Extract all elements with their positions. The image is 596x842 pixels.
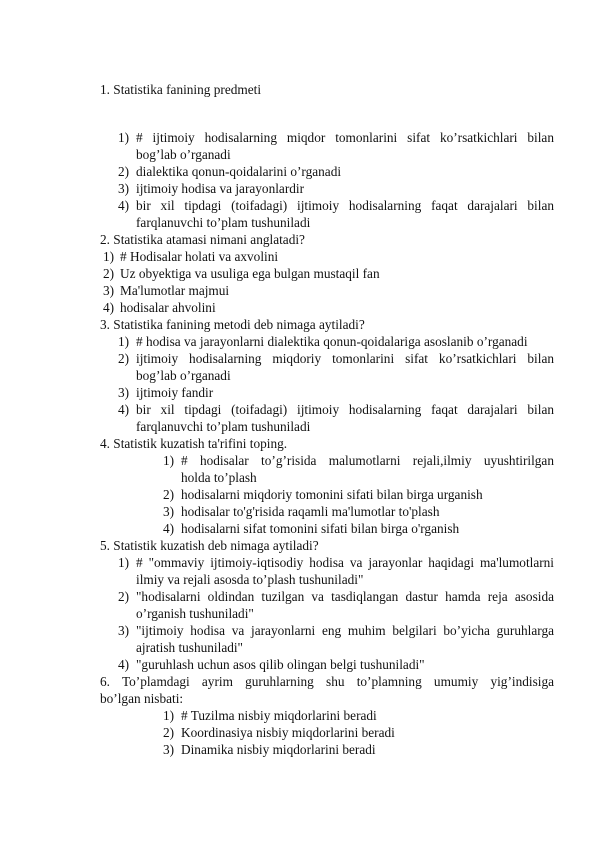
q3-option-4-number: 4) xyxy=(118,402,130,417)
q3-option-4-text-cont: farqlanuvchi to’plam tushuniladi xyxy=(136,419,311,434)
q4-option-1-number: 1) xyxy=(163,453,175,468)
q6-option-2-text: Koordinasiya nisbiy miqdorlarini beradi xyxy=(181,725,395,740)
q3-option-2-number: 2) xyxy=(118,351,130,366)
q5-option-2-text-cont: o’rganish tushuniladi" xyxy=(136,606,254,621)
q2-option-3-text: Ma'lumotlar majmui xyxy=(120,283,230,298)
question-2-title: 2. Statistika atamasi nimani anglatadi? xyxy=(100,232,305,247)
q2-option-4-text: hodisalar ahvolini xyxy=(120,300,216,315)
q1-option-4-number: 4) xyxy=(118,198,130,213)
q4-option-4-number: 4) xyxy=(163,521,175,536)
q2-option-1-text: # Hodisalar holati va axvolini xyxy=(120,249,279,264)
q3-option-2-text: ijtimoiy hodisalarning miqdoriy tomonlarini sifat ko’rsatkichlari bilan xyxy=(136,351,554,366)
q3-option-1-text: # hodisa va jarayonlarni dialektika qonun-qoidalariga asoslanib o’rganadi xyxy=(136,334,528,349)
q5-option-4-number: 4) xyxy=(118,657,130,672)
q1-option-1-number: 1) xyxy=(118,130,130,145)
q6-option-2-number: 2) xyxy=(163,725,175,740)
q2-option-3-number: 3) xyxy=(103,283,115,298)
q5-option-3-text-cont: ajratish tushuniladi" xyxy=(136,640,243,655)
q4-option-2-text: hodisalarni miqdoriy tomonini sifati bilan birga urganish xyxy=(181,487,483,502)
q5-option-3-number: 3) xyxy=(118,623,130,638)
q1-option-4-text: bir xil tipdagi (toifadagi) ijtimoiy hodisalarning faqat darajalari bilan xyxy=(136,198,554,213)
q1-option-4-text-cont: farqlanuvchi to’plam tushuniladi xyxy=(136,215,311,230)
q1-option-2-number: 2) xyxy=(118,164,130,179)
q5-option-1-text-cont: ilmiy va rejali asosda to’plash tushuniladi" xyxy=(136,572,364,587)
q5-option-2-number: 2) xyxy=(118,589,130,604)
q4-option-1-text-cont: holda to’plash xyxy=(181,470,257,485)
q3-option-2-text-cont: bog’lab o’rganadi xyxy=(136,368,231,383)
q6-option-1-text: # Tuzilma nisbiy miqdorlarini beradi xyxy=(181,708,377,723)
q5-option-1-text: # "ommaviy ijtimoiy-iqtisodiy hodisa va jarayonlar haqidagi ma'lumotlarni xyxy=(136,555,554,570)
question-1-title: 1. Statistika fanining predmeti xyxy=(100,82,262,97)
q5-option-4-text: "guruhlash uchun asos qilib olingan belgi tushuniladi" xyxy=(136,657,425,672)
q1-option-3-number: 3) xyxy=(118,181,130,196)
q2-option-2-number: 2) xyxy=(103,266,115,281)
question-6-title-cont: bo’lgan nisbati: xyxy=(100,691,184,706)
q1-option-1-text-cont: bog’lab o’rganadi xyxy=(136,147,231,162)
q4-option-1-text: # hodisalar to’g’risida malumotlarni rejali,ilmiy uyushtirilgan xyxy=(181,453,554,468)
q4-option-2-number: 2) xyxy=(163,487,175,502)
q5-option-2-text: "hodisalarni oldindan tuzilgan va tasdiqlangan dastur hamda reja asosida xyxy=(136,589,554,604)
q3-option-4-text: bir xil tipdagi (toifadagi) ijtimoiy hodisalarning faqat darajalari bilan xyxy=(136,402,554,417)
question-3-title: 3. Statistika fanining metodi deb nimaga aytiladi? xyxy=(100,317,365,332)
question-6-title: 6. To’plamdagi ayrim guruhlarning shu to’plamning umumiy yig’indisiga xyxy=(100,674,554,689)
q1-option-2-text: dialektika qonun-qoidalarini o’rganadi xyxy=(136,164,342,179)
q3-option-3-number: 3) xyxy=(118,385,130,400)
q6-option-3-text: Dinamika nisbiy miqdorlarini beradi xyxy=(181,742,376,757)
q4-option-3-number: 3) xyxy=(163,504,175,519)
q3-option-1-number: 1) xyxy=(118,334,130,349)
q6-option-3-number: 3) xyxy=(163,742,175,757)
q3-option-3-text: ijtimoiy fandir xyxy=(136,385,214,400)
q4-option-3-text: hodisalar to'g'risida raqamli ma'lumotlar to'plash xyxy=(181,504,440,519)
q2-option-1-number: 1) xyxy=(103,249,115,264)
q1-option-3-text: ijtimoiy hodisa va jarayonlardir xyxy=(136,181,305,196)
q2-option-2-text: Uz obyektiga va usuliga ega bulgan mustaqil fan xyxy=(120,266,380,281)
q1-option-1-text: # ijtimoiy hodisalarning miqdor tomonlarini sifat ko’rsatkichlari bilan xyxy=(136,130,554,145)
q5-option-1-number: 1) xyxy=(118,555,130,570)
question-5-title: 5. Statistik kuzatish deb nimaga aytiladi? xyxy=(100,538,319,553)
q6-option-1-number: 1) xyxy=(163,708,175,723)
q5-option-3-text: "ijtimoiy hodisa va jarayonlarni eng muhim belgilari bo’yicha guruhlarga xyxy=(136,623,554,638)
question-4-title: 4. Statistik kuzatish ta'rifini toping. xyxy=(100,436,288,451)
q4-option-4-text: hodisalarni sifat tomonini sifati bilan birga o'rganish xyxy=(181,521,460,536)
q2-option-4-number: 4) xyxy=(103,300,115,315)
